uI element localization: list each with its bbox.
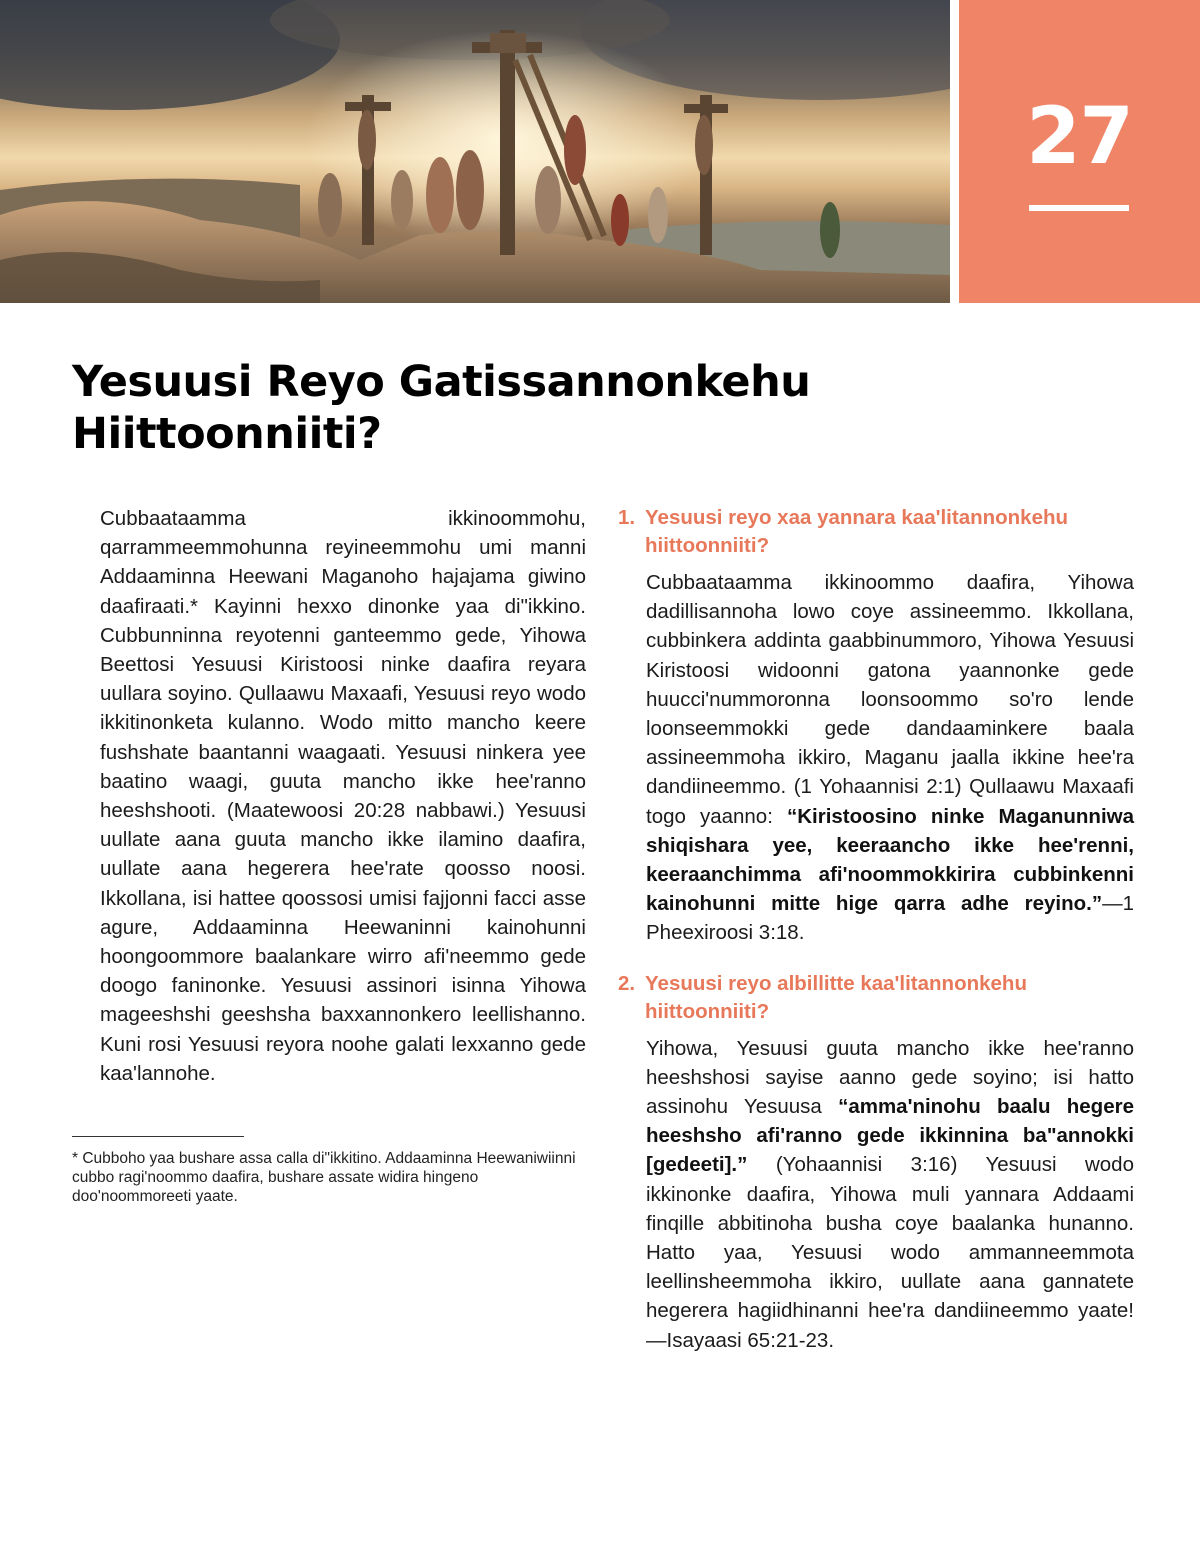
header-image xyxy=(0,0,950,303)
scripture-quote: “Kiristoosino ninke Maganunniwa shiqishara yee, keeraancho ikke hee'renni, keeraanchimma afi'noommokkirira cubbinkenni kainohunni mitte hige qarra adhe reyino.” xyxy=(646,804,1134,916)
question-1-answer: Cubbaataamma ikkinoommo daafira, Yihowa dadillisannoha lowo coye assineemmo. Ikkollana, cubbinkera addinta gaabbinummoro, Yihowa Yesuusi Kiristoosi widoonni gatona yaannonke gede huucci'nummoronna loonsoommo so'ro lende loonseemmokki gede dandaaminkere baala assineemmoha ikkiro, Maganu jaalla ikkine hee'ra dandiineemmo. (1 Yohaannisi 2:1) Qullaawu Maxaafi togo yaanno: “Kiristoosino ninke Maganunniwa shiqishara yee, keeraancho ikke hee'renni, keeraanchimma afi'noommokkirira cubbinkenni kainohunni mitte hige qarra adhe reyino.”—1 Pheexiroosi 3:18. xyxy=(646,571,1134,945)
chapter-number: 27 xyxy=(1026,92,1133,182)
intro-paragraph: Cubbaataamma ikkinoommohu, qarrammeemmohunna reyineemmohu umi manni Addaaminna Heewani Maganoho hajajama giwino daafiraati.* Kayinni hexxo dinonke yaa di"ikkino. Cubbunninna reyotenni ganteemmo gede, Yihowa Beettosi Yesuusi Kiristoosi ninke daafira reyara uullara soyino. Qullaawu Maxaafi, Yesuusi reyo wodo ikkitinonketa kulanno. Wodo mitto mancho keere fushshate baantanni waagaati. Yesuusi ninkera yee baatino waagi, guuta mancho ikke hee'ranno heeshshooti. (Maatewoosi 20:28 nabbawi.) Yesuusi uullate aana guuta mancho ikke ilamino daafira, uullate aana hegerera hee'rate qoosso noosi. Ikkollana, isi hattee qoossosi umisi fajjonni facci asse agure, Addaaminna Heewaninni kainohunni hoongoommore baalankare wirro afi'neemmo gede doogo faninonke. Yesuusi assinori isinna Yihowa mageeshshi geeshsha baxxannonkero leellishanno. Kuni rosi Yesuusi reyora noohe galati lexxanno gede kaa'lannohe. xyxy=(100,507,586,1085)
question-1 xyxy=(618,504,1134,948)
question-1-heading: 1. Yesuusi reyo xaa yannara kaa'litannonkehu hiittoonniiti? xyxy=(618,506,1069,557)
page-title xyxy=(72,356,932,460)
title-line-1: Yesuusi Reyo Gatissannonkehu xyxy=(72,357,811,407)
question-2 xyxy=(618,970,1134,1355)
crucifixion-scene-illustration xyxy=(0,0,950,303)
intro-column xyxy=(100,504,586,1088)
question-2-answer: Yihowa, Yesuusi guuta mancho ikke hee'ranno heeshshosi sayise aanno gede soyino; isi hatto assinohu Yesuusa “amma'ninohu baalu hegere heeshsho afi'ranno gede ikkinnina ba"annokki [gedeeti].” (Yohaannisi 3:16) Yesuusi wodo ikkinonke daafira, Yihowa muli yannara Addaami finqille abbitinoha busha coye baalanka hunanno. Hatto yaa, Yesuusi wodo ammanneemmota leellinsheemmoha ikkiro, uullate aana gannatete hegerera hagiidhinanni hee'ra dandiineemmo yaate!—Isayaasi 65:21-23. xyxy=(646,1036,1134,1352)
questions-column xyxy=(618,504,1134,1355)
title-line-2: Hiittoonniiti? xyxy=(72,409,382,459)
question-2-heading: 2. Yesuusi reyo albillitte kaa'litannonkehu hiittoonniiti? xyxy=(618,971,1027,1023)
scripture-quote: “amma'ninohu baalu hegere heeshsho afi'ranno gede ikkinnina ba"annokki [gedeeti].” xyxy=(646,1095,1134,1177)
chapter-number-box xyxy=(959,0,1200,303)
footnote-mark[interactable]: * xyxy=(190,594,199,618)
scripture-reference: —1 Pheexiroosi 3:18. xyxy=(646,892,1134,945)
chapter-rule xyxy=(1029,205,1129,211)
footnote: * Cubboho yaa bushare assa calla di"ikkitino. Addaaminna Heewaniwiinni cubbo ragi'noommo daafira, bushare assate widira hingeno doo'noommoreeti yaate. xyxy=(72,1150,576,1205)
question-1-number: 1. xyxy=(618,506,636,529)
footnote-divider xyxy=(72,1136,244,1137)
question-2-number: 2. xyxy=(618,971,636,995)
